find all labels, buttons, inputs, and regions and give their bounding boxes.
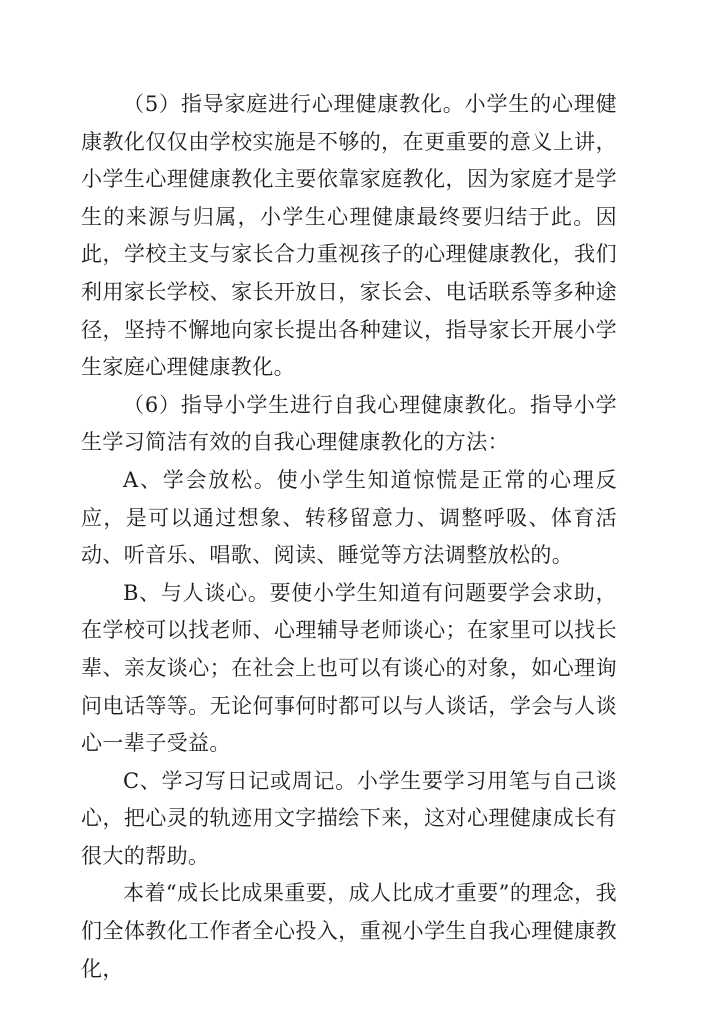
document-body [81,86,617,988]
paragraph-relax: A、学会放松。使小学生知道惊慌是正常的心理反应，是可以通过想象、转移留意力、调整呼吸、体育活动、听音乐、唱歌、阅读、睡觉等方法调整放松的。 [81,467,617,568]
paragraph-self-guidance: （6）指导小学生进行自我心理健康教化。指导小学生学习简洁有效的自我心理健康教化的方法： [81,392,617,455]
paragraph-family-guidance: （5）指导家庭进行心理健康教化。小学生的心理健康教化仅仅由学校实施是不够的，在更重要的意义上讲，小学生心理健康教化主要依靠家庭教化，因为家庭才是学生的来源与归属，小学生心理健康最终要归结于此。因此，学校主支与家长合力重视孩子的心理健康教化，我们利用家长学校、家长开放日，家长会、电话联系等多种途径，坚持不懈地向家长提出各种建议，指导家长开展小学生家庭心理健康教化。 [81,92,617,380]
paragraph-talk: B、与人谈心。要使小学生知道有问题要学会求助，在学校可以找老师、心理辅导老师谈心；在家里可以找长辈、亲友谈心；在社会上也可以有谈心的对象，如心理询问电话等等。无论何事何时都可以与人谈话，学会与人谈心一辈子受益。 [81,580,617,756]
paragraph-conclusion: 本着“成长比成果重要，成人比成才重要”的理念，我们全体教化工作者全心投入，重视小学生自我心理健康教化， [81,881,617,981]
paragraph-diary: C、学习写日记或周记。小学生要学习用笔与自己谈心，把心灵的轨迹用文字描绘下来，这对心理健康成长有很大的帮助。 [81,768,617,868]
